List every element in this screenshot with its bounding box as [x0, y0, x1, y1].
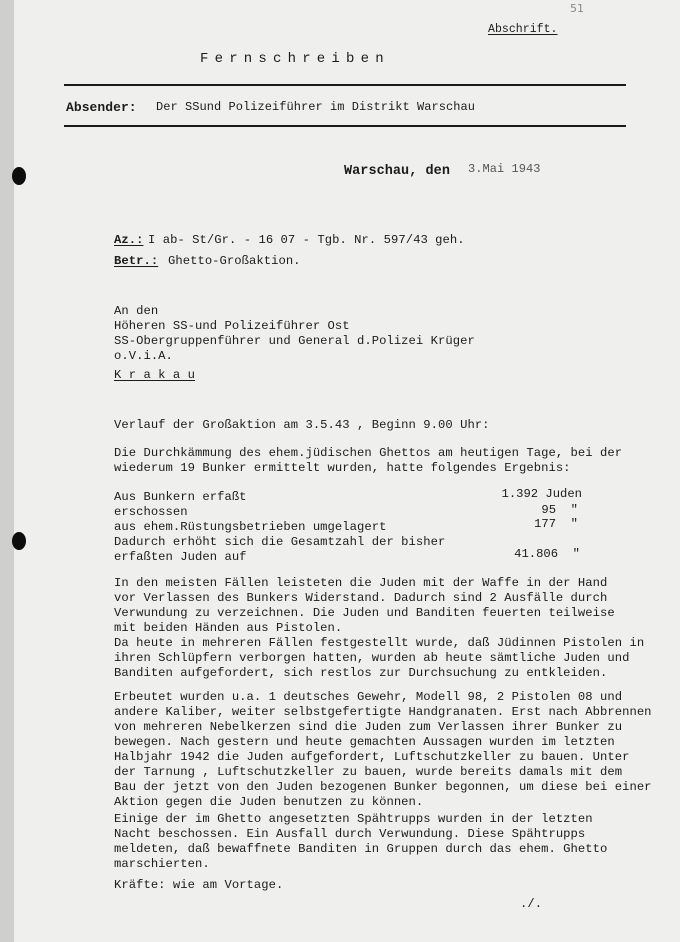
paragraph-5-line: marschierten. [114, 857, 210, 871]
paragraph-4-line: Erbeutet wurden u.a. 1 deutsches Gewehr, Modell 98, 2 Pistolen 08 und [114, 690, 623, 704]
document-heading: Fernschreiben [200, 51, 390, 67]
tally-value: 95 " [541, 503, 578, 517]
tally-label: erschossen [114, 505, 188, 519]
paragraph-4-line: der Tarnung , Luftschutzkeller zu bauen, wurde bereits damals mit dem [114, 765, 623, 779]
recipient-line: An den [114, 304, 159, 318]
continued-mark: ./. [520, 897, 543, 911]
reference-betr-value: Ghetto-Großaktion. [168, 254, 301, 268]
sender-label: Absender: [66, 100, 137, 115]
paragraph-1-line: wiederum 19 Bunker ermittelt wurden, hatte folgendes Ergebnis: [114, 461, 571, 475]
paragraph-3-line: Banditen aufgefordert, sich restlos zur Durchsuchung zu entkleiden. [114, 666, 608, 680]
tally-value: 1.392 Juden [501, 487, 582, 501]
paragraph-5-line: Nacht beschossen. Ein Ausfall durch Verwundung. Diese Spähtrupps [114, 827, 586, 841]
abschrift-mark: Abschrift. [488, 23, 558, 36]
tally-label: Dadurch erhöht sich die Gesamtzahl der bisher [114, 535, 446, 549]
reference-betr-label: Betr.: [114, 254, 159, 268]
paragraph-3-line: Da heute in mehreren Fällen festgestellt wurde, daß Jüdinnen Pistolen in [114, 636, 645, 650]
paragraph-2-line: In den meisten Fällen leisteten die Juden mit der Waffe in der Hand [114, 576, 608, 590]
paragraph-4-line: Bau der jetzt von den Juden bezogenen Bunker begonnen, um diese bei einer [114, 780, 652, 794]
paragraph-2-line: vor Verlassen des Bunkers Widerstand. Dadurch sind 2 Ausfälle durch [114, 591, 608, 605]
paragraph-4-line: andere Kaliber, weiter selbstgefertigte Handgranaten. Erst nach Abbrennen [114, 705, 652, 719]
paragraph-5-line: Einige der im Ghetto angesetzten Spähtrupps wurden in der letzten [114, 812, 593, 826]
dateline-place: Warschau, den [344, 164, 450, 179]
tally-value: 177 " [534, 517, 578, 531]
header-rule-bottom [64, 125, 626, 127]
dateline-date: 3.Mai 1943 [468, 162, 541, 176]
punch-hole-top [12, 167, 26, 185]
tally-label: Aus Bunkern erfaßt [114, 490, 247, 504]
paragraph-4-line: Halbjahr 1942 die Juden aufgefordert, Luftschutzkeller zu bauen. Unter [114, 750, 630, 764]
page-number-note: 51 [570, 2, 584, 15]
tally-total-value: 41.806 " [514, 547, 580, 561]
recipient-line: SS-Obergruppenführer und General d.Polizei Krüger [114, 334, 475, 348]
tally-label: erfaßten Juden auf [114, 550, 247, 564]
recipient-line: o.V.i.A. [114, 349, 173, 363]
punch-hole-middle [12, 532, 26, 550]
paragraph-5-line: meldeten, daß bewaffnete Banditen in Gruppen durch das ehem. Ghetto [114, 842, 608, 856]
paragraph-1-line: Die Durchkämmung des ehem.jüdischen Ghettos am heutigen Tage, bei der [114, 446, 623, 460]
report-intro: Verlauf der Großaktion am 3.5.43 , Beginn 9.00 Uhr: [114, 418, 490, 432]
reference-az-value: I ab- St/Gr. - 16 07 - Tgb. Nr. 597/43 geh. [148, 233, 465, 247]
header-rule-top [64, 84, 626, 86]
recipient-line: Höheren SS-und Polizeiführer Ost [114, 319, 350, 333]
paragraph-4-line: bewegen. Nach gestern und heute gemachten Aussagen wurden im letzten [114, 735, 615, 749]
reference-az-label: Az.: [114, 233, 144, 247]
paragraph-4-line: von mehreren Nebelkerzen sind die Juden zum Verlassen ihrer Bunker zu [114, 720, 623, 734]
closing-line: Kräfte: wie am Vortage. [114, 878, 284, 892]
paragraph-2-line: mit beiden Händen aus Pistolen. [114, 621, 343, 635]
paragraph-4-line: Aktion gegen die Juden benutzen zu können. [114, 795, 424, 809]
paragraph-2-line: Verwundung zu verzeichnen. Die Juden und Banditen feuerten teilweise [114, 606, 615, 620]
sender-value: Der SSund Polizeiführer im Distrikt Warschau [156, 100, 476, 114]
recipient-city: K r a k a u [114, 368, 196, 382]
tally-label: aus ehem.Rüstungsbetrieben umgelagert [114, 520, 387, 534]
paragraph-3-line: ihren Schlüpfern verborgen hatten, wurden ab heute sämtliche Juden und [114, 651, 630, 665]
